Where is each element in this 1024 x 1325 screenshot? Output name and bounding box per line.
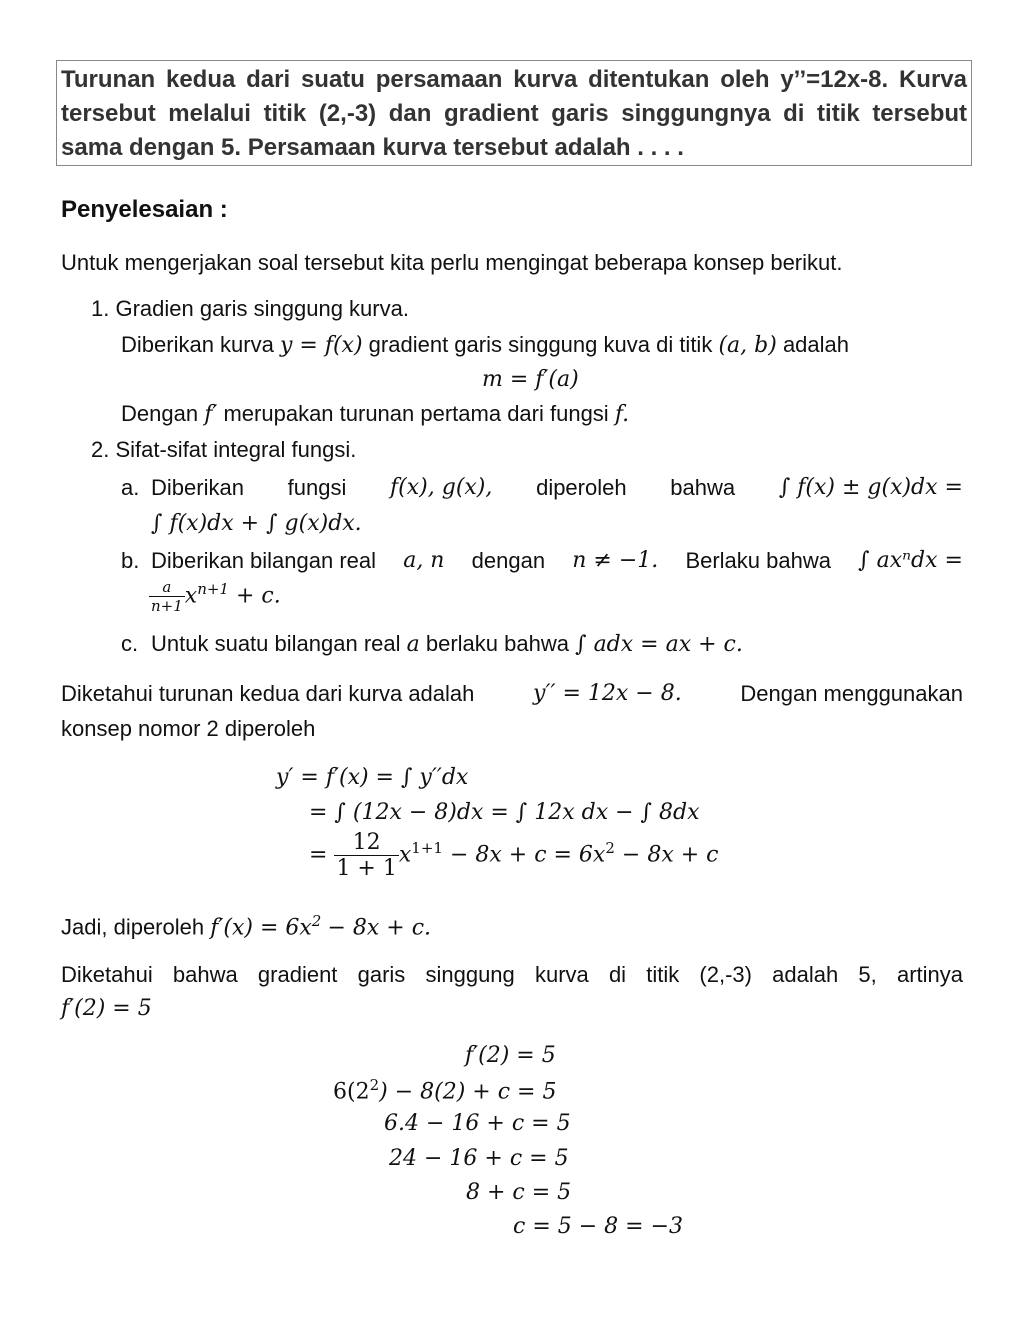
solve-step5-text: 8 + c = 5 <box>466 1180 572 1205</box>
fraction-denominator: n+1 <box>151 597 183 615</box>
gradient-formula <box>482 367 579 392</box>
solve-step2 <box>333 1076 556 1104</box>
concept2-c-label: c. <box>121 631 139 656</box>
concept1-note-b: merupakan turunan pertama dari fungsi <box>223 401 609 426</box>
concept1-point: (a, b) <box>718 333 777 358</box>
derivation-line2 <box>309 800 699 825</box>
concept2-c-formula: ∫ adx = ax + c. <box>575 632 743 657</box>
derivation-line1-text: y′ = f′(x) = ∫ y′′dx <box>276 765 469 790</box>
solve-step2-a: 6(2 <box>333 1079 370 1105</box>
concept2-c-var: a <box>406 632 420 657</box>
concept2-a-word: diperoleh <box>536 475 627 500</box>
fraction-denominator: 1 + 1 <box>336 856 397 881</box>
conclusion1-exp: 2 <box>311 912 322 930</box>
concept2-a-integral-sum: ∫ f(x)dx + ∫ g(x)dx. <box>151 511 362 536</box>
para2-line2 <box>61 996 152 1021</box>
conclusion1-text: Jadi, diperoleh <box>61 914 205 940</box>
concept2-c-text: Untuk suatu bilangan real <box>151 631 401 656</box>
concept2-c-text2: berlaku bahwa <box>425 631 569 656</box>
derivation-exponent2: 2 <box>605 839 615 858</box>
solve-step1 <box>465 1043 556 1068</box>
solve-step1-text: f′(2) = 5 <box>465 1043 556 1068</box>
para1-line2: konsep nomor 2 diperoleh <box>61 716 316 741</box>
concept2-b-condition: n ≠ −1. <box>572 548 659 573</box>
concept2-a-line2 <box>151 510 362 536</box>
concept2-a-integral: ∫ f(x) ± g(x)dx = <box>778 475 963 500</box>
concept2-b-text-a: Diberikan bilangan real <box>151 548 377 573</box>
solve-step6-text: c = 5 − 8 = −3 <box>513 1214 684 1239</box>
para1-line1 <box>61 681 963 707</box>
concept1-text-b: gradient garis singgung kuva di titik <box>368 332 713 357</box>
conclusion1 <box>61 912 431 940</box>
para2-line1: Diketahui bahwa gradient garis singgung kurva di titik (2,-3) adalah 5, artinya <box>61 962 963 987</box>
concept2-a-line1 <box>151 475 963 501</box>
derivation-line1 <box>276 765 468 790</box>
concept2-b-label: b. <box>121 548 140 573</box>
para2-equation: f′(2) = 5 <box>61 996 152 1021</box>
solve-step2-exp: 2 <box>369 1076 380 1094</box>
para1-text-a: Diketahui turunan kedua dari kurva adalah <box>61 681 475 706</box>
concept1-note-symbol: f′ <box>204 402 218 427</box>
derivation-fraction <box>334 830 398 881</box>
solve-step5 <box>466 1180 571 1205</box>
solve-step3 <box>384 1111 571 1136</box>
concept2-a-word: fungsi <box>287 475 347 500</box>
concept2-b-text-b: dengan <box>471 548 546 573</box>
concept1-text-c: adalah <box>782 332 850 357</box>
concept1-curve: y = f(x) <box>279 333 363 358</box>
concept1-note-a: Dengan <box>121 401 199 426</box>
concept2-title: 2. Sifat-sifat integral fungsi. <box>91 437 357 462</box>
fraction-numerator: a <box>149 578 185 597</box>
para1-text-b: Dengan menggunakan <box>740 681 963 706</box>
derivation-line3 <box>309 830 718 881</box>
derivation-rest: − 8x + c = 6x <box>449 842 606 868</box>
concept2-b-integral: ∫ axⁿdx = <box>858 548 963 573</box>
derivation-tail: − 8x + c <box>621 842 719 868</box>
power-rule-fraction <box>149 578 185 615</box>
solve-step2-b: ) − 8(2) + c = 5 <box>379 1079 557 1105</box>
concept2-c-line <box>151 631 743 657</box>
concept1-note <box>121 401 629 427</box>
conclusion1-eq: f′(x) = 6x <box>210 915 312 941</box>
derivation-equals: = <box>309 842 328 868</box>
fraction-numerator: 12 <box>334 830 398 856</box>
concept2-a-word: Diberikan <box>151 475 244 500</box>
concept2-a-functions: f(x), g(x), <box>390 475 493 500</box>
derivation-line2-text: = ∫ (12x − 8)dx = ∫ 12x dx − ∫ 8dx <box>309 800 700 825</box>
solution-heading: Penyelesaian : <box>61 196 228 223</box>
concept2-b-line2 <box>149 578 281 615</box>
gradient-formula-text: m = f′(a) <box>482 367 579 392</box>
power-constant: + c. <box>235 583 281 609</box>
derivation-x: x <box>398 842 412 868</box>
para1-equation: y′′ = 12x − 8. <box>533 681 682 706</box>
concept2-a-label: a. <box>121 475 140 500</box>
problem-statement-box <box>56 60 972 166</box>
concept1-title: 1. Gradien garis singgung kurva. <box>91 296 409 321</box>
concept2-a-word: bahwa <box>670 475 736 500</box>
conclusion1-tail: − 8x + c. <box>327 915 432 941</box>
power-base: x <box>184 583 198 609</box>
solve-step4-text: 24 − 16 + c = 5 <box>389 1146 569 1171</box>
derivation-exponent: 1+1 <box>411 839 443 858</box>
concept1-line <box>121 332 849 358</box>
concept1-text-a: Diberikan kurva <box>121 332 274 357</box>
problem-text: Turunan kedua dari suatu persamaan kurva ditentukan oleh y’’=12x-8. Kurva tersebut melalui titik (2,-3) dan gradient garis singgungnya di titik tersebut sama dengan 5. Persamaan kurva tersebut adalah . . . . <box>61 66 967 161</box>
solve-step4 <box>389 1146 569 1171</box>
intro-text: Untuk mengerjakan soal tersebut kita perlu mengingat beberapa konsep berikut. <box>61 250 843 275</box>
concept2-b-line1 <box>151 548 963 574</box>
solve-step3-text: 6.4 − 16 + c = 5 <box>384 1111 571 1136</box>
concept2-b-text-c: Berlaku bahwa <box>685 548 831 573</box>
concept1-note-f: f. <box>614 402 630 427</box>
power-exponent: n+1 <box>197 580 229 599</box>
solve-step6 <box>513 1214 683 1239</box>
concept2-b-vars: a, n <box>403 548 445 573</box>
